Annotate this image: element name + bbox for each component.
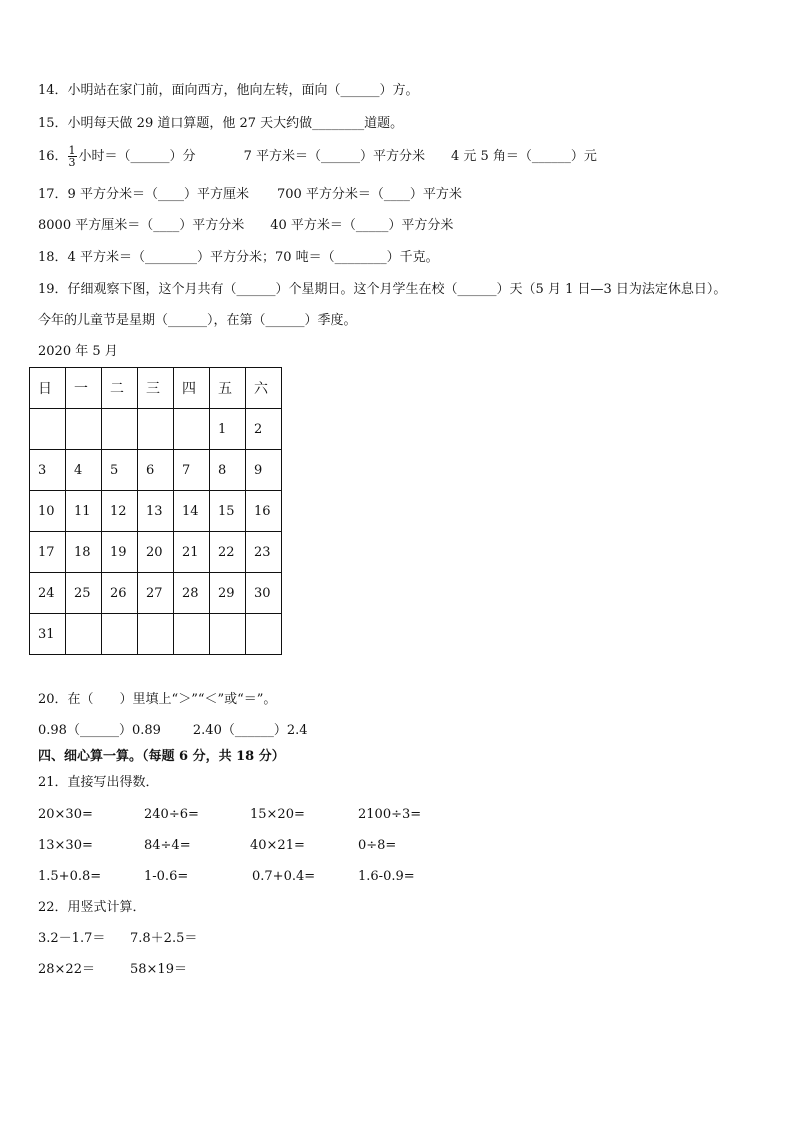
- calendar-week-row: [30, 573, 282, 614]
- calendar-week-row: [30, 409, 282, 450]
- q17a-part2: 700 平方分米＝（____）平方米: [276, 187, 462, 202]
- question-20-items: [38, 722, 308, 740]
- question-16: [38, 145, 597, 168]
- calendar-header-cell: 三: [138, 368, 174, 409]
- calendar-day-cell: 1: [210, 409, 246, 450]
- calendar-day-cell: 11: [66, 491, 102, 532]
- calendar-header-cell: 六: [246, 368, 282, 409]
- q21-item: 1.6-0.9=: [358, 869, 415, 884]
- calendar-header-row: [30, 368, 282, 409]
- question-22-title: 22．用竖式计算．: [38, 900, 146, 915]
- calendar-day-cell: [102, 614, 138, 655]
- calendar-day-cell: 23: [246, 532, 282, 573]
- calendar-header-cell: 五: [210, 368, 246, 409]
- q16-part3: 4 元 5 角＝（______）元: [450, 149, 597, 164]
- q17b-part1: 8000 平方厘米＝（____）平方分米: [38, 218, 245, 233]
- section-4-title: 四、细心算一算。（每题 6 分，共 18 分）: [38, 749, 285, 764]
- calendar-day-cell: 18: [66, 532, 102, 573]
- calendar-day-cell: [174, 409, 210, 450]
- fraction-one-third: [68, 145, 77, 168]
- q21-item: 1-0.6=: [144, 869, 189, 884]
- calendar-day-cell: 19: [102, 532, 138, 573]
- calendar-week-row: [30, 614, 282, 655]
- calendar-header-cell: 日: [30, 368, 66, 409]
- calendar-day-cell: 25: [66, 573, 102, 614]
- calendar-day-cell: 6: [138, 450, 174, 491]
- q21-item: 1.5+0.8=: [38, 869, 102, 884]
- question-17-line1: [38, 186, 462, 204]
- calendar-day-cell: 3: [30, 450, 66, 491]
- calendar-day-cell: 21: [174, 532, 210, 573]
- calendar-day-cell: 2: [246, 409, 282, 450]
- calendar-day-cell: 13: [138, 491, 174, 532]
- calendar-header-cell: 一: [66, 368, 102, 409]
- calendar-week-row: [30, 491, 282, 532]
- q22-item: 3.2－1.7＝: [38, 931, 106, 946]
- calendar-day-cell: [210, 614, 246, 655]
- calendar-day-cell: 22: [210, 532, 246, 573]
- fraction-numerator: 1: [68, 144, 76, 157]
- calendar-day-cell: 24: [30, 573, 66, 614]
- calendar-day-cell: 12: [102, 491, 138, 532]
- question-21-title: 21．直接写出得数．: [38, 775, 159, 790]
- q20-item-b: 2.40（______）2.4: [192, 723, 308, 738]
- q22-item: 58×19＝: [130, 962, 187, 977]
- fraction-denominator: 3: [68, 156, 76, 169]
- calendar-day-cell: 10: [30, 491, 66, 532]
- calendar-title: 2020 年 5 月: [38, 344, 118, 359]
- q21-item: 40×21=: [250, 838, 305, 853]
- q22-item: 28×22＝: [38, 962, 95, 977]
- q17b-part2: 40 平方米＝（_____）平方分米: [270, 218, 454, 233]
- q16-part2: 7 平方米＝（______）平方分米: [243, 149, 425, 164]
- calendar-day-cell: [138, 409, 174, 450]
- calendar-day-cell: 20: [138, 532, 174, 573]
- calendar-day-cell: 16: [246, 491, 282, 532]
- question-18: 18．4 平方米＝（________）平方分米；70 吨＝（________）千克。: [38, 250, 439, 265]
- q21-item: 13×30=: [38, 838, 93, 853]
- q21-item: 2100÷3=: [358, 807, 422, 822]
- q21-item: 0.7+0.4=: [252, 869, 316, 884]
- question-20: 20．在（ ）里填上“＞”“＜”或“＝”。: [38, 692, 277, 707]
- calendar-day-cell: 31: [30, 614, 66, 655]
- calendar-table: [29, 367, 282, 655]
- calendar-day-cell: 15: [210, 491, 246, 532]
- calendar-week-row: [30, 450, 282, 491]
- calendar-day-cell: 4: [66, 450, 102, 491]
- q17a-part1: 17．9 平方分米＝（____）平方厘米: [38, 187, 249, 202]
- question-14: 14．小明站在家门前，面向西方，他向左转，面向（______）方。: [38, 83, 419, 98]
- calendar-header-cell: 四: [174, 368, 210, 409]
- calendar-day-cell: 30: [246, 573, 282, 614]
- calendar-day-cell: 26: [102, 573, 138, 614]
- q21-item: 15×20=: [250, 807, 305, 822]
- question-17-line2: [38, 217, 453, 235]
- calendar-header-cell: 二: [102, 368, 138, 409]
- calendar-day-cell: [66, 409, 102, 450]
- calendar-day-cell: 5: [102, 450, 138, 491]
- calendar-day-cell: 17: [30, 532, 66, 573]
- calendar-day-cell: [30, 409, 66, 450]
- calendar-day-cell: [246, 614, 282, 655]
- calendar-day-cell: 29: [210, 573, 246, 614]
- q20-item-a: 0.98（______）0.89: [38, 723, 161, 738]
- q21-item: 20×30=: [38, 807, 93, 822]
- calendar-day-cell: 8: [210, 450, 246, 491]
- q21-item: 0÷8=: [358, 838, 397, 853]
- question-19-line2: 今年的儿童节是星期（______），在第（______）季度。: [38, 313, 357, 328]
- calendar-day-cell: 7: [174, 450, 210, 491]
- calendar-day-cell: 28: [174, 573, 210, 614]
- q21-item: 240÷6=: [144, 807, 199, 822]
- q21-item: 84÷4=: [144, 838, 191, 853]
- calendar-week-row: [30, 532, 282, 573]
- calendar-day-cell: [66, 614, 102, 655]
- calendar-day-cell: [102, 409, 138, 450]
- question-19-line1: 19．仔细观察下图，这个月共有（______）个星期日。这个月学生在校（______）天（5 月 1 日—3 日为法定休息日）。: [38, 282, 727, 297]
- calendar-day-cell: 14: [174, 491, 210, 532]
- calendar-day-cell: 9: [246, 450, 282, 491]
- calendar-day-cell: [138, 614, 174, 655]
- question-15: 15．小明每天做 29 道口算题，他 27 天大约做________道题。: [38, 116, 404, 131]
- calendar-day-cell: 27: [138, 573, 174, 614]
- q22-item: 7.8＋2.5＝: [130, 931, 198, 946]
- q16-part1: 小时＝（______）分: [78, 149, 196, 164]
- calendar-day-cell: [174, 614, 210, 655]
- q16-prefix: 16．: [38, 149, 68, 164]
